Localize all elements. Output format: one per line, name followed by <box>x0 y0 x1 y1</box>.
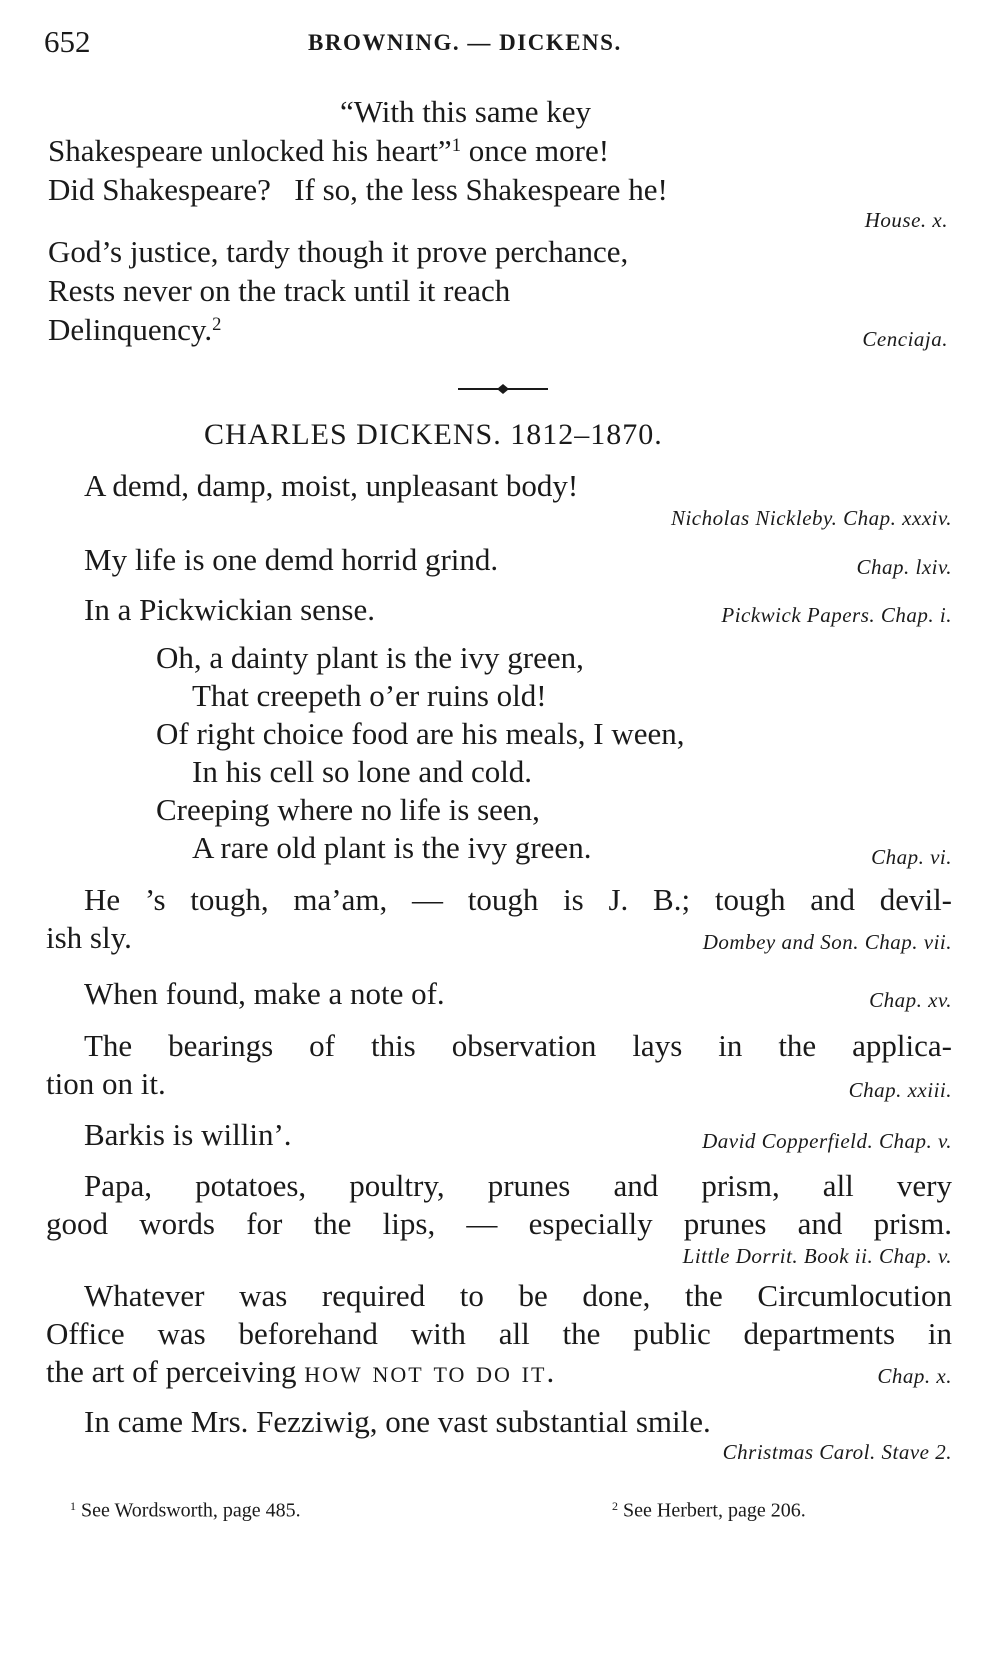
footnote-text: See Herbert, page 206. <box>623 1499 806 1522</box>
poem-line: A rare old plant is the ivy green. <box>192 830 592 865</box>
running-title: BROWNING. — DICKENS. <box>308 30 622 55</box>
quote-source: Nicholas Nickleby. Chap. xxxiv. <box>670 506 952 530</box>
footnote <box>70 1500 301 1521</box>
verse-line: Rests never on the track until it reach <box>48 273 511 308</box>
quote-source: Chap. xv. <box>869 988 952 1012</box>
prose-line <box>46 1356 556 1387</box>
quote-source: Little Dorrit. Book ii. Chap. v. <box>682 1244 952 1268</box>
footnote-mark: 1 <box>451 134 461 156</box>
quote-source: Chap. x. <box>877 1364 952 1388</box>
quote-source: Cenciaja. <box>862 327 948 351</box>
quote-source: Chap. vi. <box>871 845 952 869</box>
prose-line: ish sly. <box>46 920 132 955</box>
footnote-text: See Wordsworth, page 485. <box>81 1499 301 1522</box>
prose-line: Whatever was required to be done, the Circumlocution <box>84 1278 952 1313</box>
quote-text: When found, make a note of. <box>84 976 445 1011</box>
verse-text: Shakespeare unlocked his heart” <box>48 133 452 168</box>
quote-text: A demd, damp, moist, unpleasant body! <box>84 468 579 503</box>
verse-line <box>48 174 668 205</box>
quote-source: Christmas Carol. Stave 2. <box>722 1440 952 1464</box>
quote-source: David Copperfield. Chap. v. <box>702 1129 952 1153</box>
verse-line <box>48 135 609 166</box>
poem-line: That creepeth o’er ruins old! <box>192 678 547 713</box>
quote-source: Chap. xxiii. <box>848 1078 952 1102</box>
footnote-mark: 1 <box>70 1499 76 1513</box>
verse-text: If so, the less Shakespeare he! <box>294 172 668 207</box>
section-title: CHARLES DICKENS. 1812–1870. <box>204 418 663 451</box>
quote-text: Barkis is willin’. <box>84 1117 292 1152</box>
footnote-mark: 2 <box>612 1499 618 1513</box>
poem-line: Oh, a dainty plant is the ivy green, <box>156 640 584 675</box>
verse-line: “With this same key <box>340 94 591 129</box>
prose-text: the art of perceiving <box>46 1354 297 1389</box>
verse-text: Did Shakespeare? <box>48 172 271 207</box>
prose-line: good words for the lips, — especially prunes and prism. <box>46 1206 952 1241</box>
footnote <box>612 1500 806 1521</box>
footnote-mark: 2 <box>212 313 222 335</box>
prose-line: The bearings of this observation lays in the applica- <box>84 1028 952 1063</box>
quote-source: Pickwick Papers. Chap. i. <box>721 603 952 627</box>
prose-line: tion on it. <box>46 1066 166 1101</box>
verse-text: Delinquency. <box>48 312 213 347</box>
prose-line: Office was beforehand with all the public departments in <box>46 1316 952 1351</box>
quote-text: In a Pickwickian sense. <box>84 592 375 627</box>
quote-source: Dombey and Son. Chap. vii. <box>702 930 952 954</box>
quote-source: House. x. <box>864 208 948 232</box>
poem-line: Creeping where no life is seen, <box>156 792 540 827</box>
prose-line: Papa, potatoes, poultry, prunes and prism, all very <box>84 1168 952 1203</box>
quote-text: In came Mrs. Fezziwig, one vast substantial smile. <box>84 1404 711 1439</box>
small-caps-text: how not to do it. <box>304 1354 557 1389</box>
poem-line: In his cell so lone and cold. <box>192 754 533 789</box>
verse-text: once more! <box>468 133 610 168</box>
verse-line: God’s justice, tardy though it prove perchance, <box>48 234 629 269</box>
quote-source: Chap. lxiv. <box>856 555 952 579</box>
section-divider-ornament <box>458 384 548 394</box>
verse-line <box>48 314 221 345</box>
quote-text: My life is one demd horrid grind. <box>84 542 499 577</box>
page-number: 652 <box>44 24 91 59</box>
prose-line: He ’s tough, ma’am, — tough is J. B.; tough and devil- <box>84 882 952 917</box>
poem-line: Of right choice food are his meals, I ween, <box>156 716 685 751</box>
